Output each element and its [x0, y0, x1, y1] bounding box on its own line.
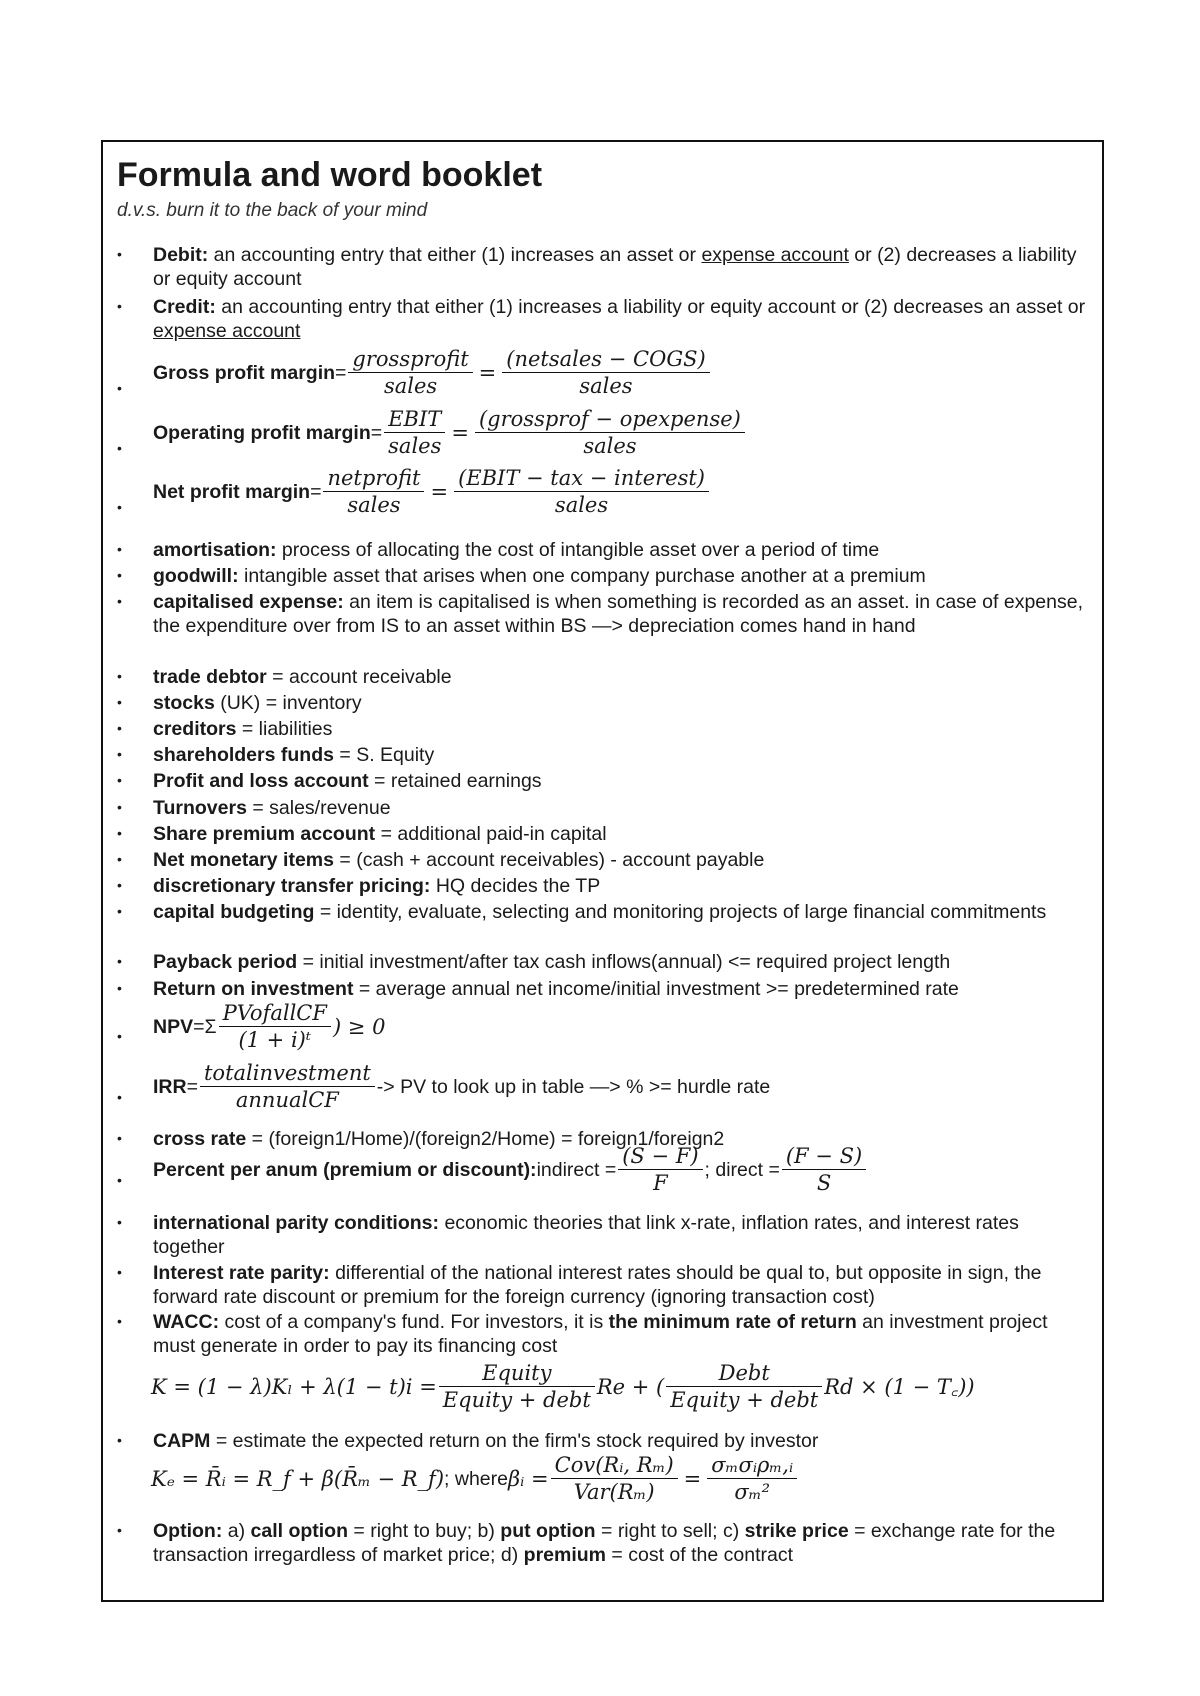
definition: = (cash + account receivables) - account payable: [333, 849, 765, 871]
list-item-creditors: [153, 717, 1088, 741]
bullet: •: [117, 499, 122, 515]
text: = right to sell; c): [595, 1520, 745, 1542]
denominator: (1 + i)ᵗ: [238, 1028, 312, 1052]
fraction: [475, 406, 745, 459]
numerator: σₘσᵢρₘ,ᵢ: [707, 1452, 797, 1479]
bullet: •: [117, 1214, 122, 1230]
bullet: •: [117, 440, 122, 456]
list-item-turnovers: [153, 796, 1088, 820]
denominator: Equity + debt: [670, 1388, 819, 1412]
term: capital budgeting: [153, 901, 315, 923]
list-item-stocks: [153, 691, 1088, 715]
numerator: EBIT: [384, 406, 445, 433]
term: Return on investment: [153, 978, 354, 1000]
list-item-debit: [153, 243, 1088, 291]
bullet: •: [117, 541, 122, 557]
list-item-trade-debtor: [153, 665, 1088, 689]
definition: or (2) decreases a liability or equity account: [153, 244, 1077, 290]
term: Percent per anum (premium or discount):: [153, 1158, 537, 1181]
fraction: [384, 406, 445, 459]
denominator: sales: [347, 493, 401, 517]
equals: =: [310, 480, 322, 503]
bullet: •: [117, 799, 122, 815]
fraction: [348, 346, 472, 399]
denominator: sales: [583, 434, 637, 458]
fraction: [666, 1360, 822, 1413]
definition: -> PV to look up in table —> % >= hurdle rate: [376, 1075, 771, 1098]
bullet: •: [117, 298, 122, 314]
fraction: [454, 465, 709, 518]
term: international parity conditions:: [153, 1212, 440, 1234]
bullet: •: [117, 825, 122, 841]
term: put option: [500, 1520, 596, 1542]
denominator: annualCF: [235, 1088, 339, 1112]
list-item-shareholders-funds: [153, 743, 1088, 767]
list-item-net-monetary-items: [153, 848, 1088, 872]
term: CAPM: [153, 1430, 211, 1452]
term: Interest rate parity:: [153, 1262, 330, 1284]
term: strike price: [744, 1520, 849, 1542]
list-item-goodwill: [153, 564, 1088, 588]
term: Option:: [153, 1520, 223, 1542]
term: NPV: [153, 1015, 194, 1038]
bullet: •: [117, 1130, 122, 1146]
list-item-capm: [153, 1429, 1088, 1453]
bullet: •: [117, 1432, 122, 1448]
definition: an item is capitalised is when something is recorded as an asset. in case of expense, the expenditure over from IS to an asset within BS —> depreciation comes hand in hand: [153, 591, 1083, 637]
term: trade debtor: [153, 666, 267, 688]
list-item-amortisation: [153, 538, 1088, 562]
definition: = S. Equity: [333, 744, 435, 766]
list-item-gross-profit-margin: Gross profit margin = $\frac{\text{grossprofit}}{\text{sales}}$ = $\frac{\text{(netsales − COGS)}}{\text{sales}}$: [153, 346, 1088, 399]
term: shareholders funds: [153, 744, 334, 766]
term: Operating profit margin: [153, 421, 371, 444]
denominator: Equity + debt: [442, 1388, 591, 1412]
bullet: •: [117, 877, 122, 893]
definition: cost of a company's fund. For investors, it is: [219, 1311, 609, 1333]
bullet: •: [117, 694, 122, 710]
definition: = average annual net income/initial investment >= predetermined rate: [353, 978, 959, 1000]
equals: =: [335, 361, 347, 384]
fraction: [618, 1143, 702, 1196]
definition: = sales/revenue: [246, 797, 391, 819]
fraction: [200, 1060, 375, 1113]
definition: = liabilities: [236, 718, 333, 740]
numerator: netprofit: [323, 465, 424, 492]
definition: = estimate the expected return on the firm's stock required by investor: [210, 1430, 819, 1452]
numerator: totalinvestment: [200, 1060, 375, 1087]
list-item-capital-budgeting: [153, 900, 1088, 924]
list-item-net-profit-margin: Net profit margin = $\frac{\text{netprofit}}{\text{sales}}$ = $\frac{\text{(EBIT − tax − interest)}}{\text{sales}}$: [153, 465, 1088, 518]
denominator: F: [653, 1171, 668, 1195]
definition: an investment project must generate in order to pay its financing cost: [153, 1311, 1048, 1357]
numerator: grossprofit: [348, 346, 472, 373]
list-item-interest-rate-parity: [153, 1261, 1088, 1309]
definition: (UK) = inventory: [214, 692, 362, 714]
sum-sign: =Σ: [193, 1015, 217, 1038]
bullet: •: [117, 567, 122, 583]
bullet: •: [117, 1264, 122, 1280]
term: Turnovers: [153, 797, 247, 819]
definition: differential of the national interest rates should be qual to, but opposite in sign, the forward rate discount or premium for the foreign currency (ignoring transaction cost): [153, 1262, 1042, 1308]
list-item-capitalised-expense: [153, 590, 1088, 638]
equals: =: [186, 1075, 198, 1098]
formula-left: K = (1 − λ)Kₗ + λ(1 − t)i =: [151, 1374, 437, 1399]
numerator: Equity: [439, 1360, 595, 1387]
term: discretionary transfer pricing:: [153, 875, 431, 897]
bullet: •: [117, 953, 122, 969]
definition: an accounting entry that either (1) increases an asset or: [208, 244, 702, 266]
numerator: (netsales − COGS): [502, 346, 709, 373]
definition: intangible asset that arises when one company purchase another at a premium: [238, 565, 926, 587]
bullet: •: [117, 980, 122, 996]
fraction: [439, 1360, 595, 1413]
bullet: •: [117, 1172, 122, 1188]
numerator: Cov(Rᵢ, Rₘ): [551, 1452, 678, 1479]
numerator: (S − F): [618, 1143, 702, 1170]
term: capitalised expense:: [153, 591, 344, 613]
fraction: [551, 1452, 678, 1505]
bullet: •: [117, 1313, 122, 1329]
list-item-percent-per-anum: [153, 1143, 1088, 1196]
page-subtitle: d.v.s. burn it to the back of your mind: [117, 200, 428, 221]
denominator: S: [816, 1171, 832, 1195]
term: IRR: [153, 1075, 187, 1098]
term: cross rate: [153, 1128, 247, 1150]
list-item-credit: [153, 295, 1088, 343]
emphasis: the minimum rate of return: [608, 1311, 857, 1333]
denominator: sales: [383, 374, 438, 398]
list-item-operating-profit-margin: Operating profit margin = $\frac{\text{EBIT}}{\text{sales}}$ = $\frac{\text{(grossprof − opexpense)}}{\text{sales}}$: [153, 406, 1088, 459]
fraction: [323, 465, 424, 518]
list-item-share-premium: [153, 822, 1088, 846]
bullet: •: [117, 720, 122, 736]
definition: = additional paid-in capital: [375, 823, 607, 845]
formula-end: Rd × (1 − T꜀)): [824, 1374, 975, 1399]
definition: = identity, evaluate, selecting and monitoring projects of large financial commitments: [314, 901, 1047, 923]
term: Payback period: [153, 951, 298, 973]
page-title: Formula and word booklet: [117, 156, 543, 194]
formula-middle: Re + (: [596, 1374, 665, 1399]
definition: process of allocating the cost of intangible asset over a period of time: [276, 539, 880, 561]
booklet-frame: [101, 140, 1104, 1602]
denominator: sales: [579, 374, 633, 398]
denominator: Var(Rₘ): [573, 1480, 655, 1504]
definition: an accounting entry that either (1) increases a liability or equity account or (2) decreases an asset or: [215, 296, 1086, 318]
formula-left: Kₑ = R̄ᵢ = R_f + β(R̄ₘ − R_f): [151, 1466, 445, 1491]
fraction: [782, 1143, 866, 1196]
term: call option: [250, 1520, 348, 1542]
numerator: (F − S): [782, 1143, 866, 1170]
bullet: •: [117, 246, 122, 262]
bullet: •: [117, 746, 122, 762]
equals: =: [370, 421, 383, 444]
term: amortisation:: [153, 539, 277, 561]
formula-beta: βᵢ =: [507, 1466, 549, 1491]
term: Net profit margin: [153, 480, 311, 503]
wacc-formula: [151, 1360, 1086, 1413]
term: WACC:: [153, 1311, 220, 1333]
term: Credit:: [153, 296, 216, 318]
label: ; direct =: [704, 1158, 780, 1181]
underlined-text: expense account: [153, 320, 301, 342]
bullet: •: [117, 903, 122, 919]
list-item-discretionary-transfer-pricing: [153, 874, 1088, 898]
definition: = (foreign1/Home)/(foreign2/Home) = foreign1/foreign2: [246, 1128, 725, 1150]
bullet: •: [117, 1089, 122, 1105]
list-item-international-parity: [153, 1211, 1088, 1259]
bullet: •: [117, 668, 122, 684]
fraction: [707, 1452, 797, 1505]
numerator: (grossprof − opexpense): [475, 406, 745, 433]
denominator: sales: [388, 434, 442, 458]
term: Net monetary items: [153, 849, 334, 871]
term: creditors: [153, 718, 237, 740]
list-item-payback-period: [153, 950, 1088, 974]
capm-formula: Kₑ = R̄ᵢ = R_f + β(R̄ₘ − R_f) ; where βᵢ = $\frac{\text{Cov(Rᵢ, Rₘ)}}{\text{Var(Rₘ)}}$ = $\frac{\text{σₘσᵢρₘ,ᵢ}}{\text{σₘ²}}$: [151, 1452, 1086, 1505]
bullet: •: [117, 772, 122, 788]
text: a): [222, 1520, 251, 1542]
definition: = initial investment/after tax cash inflows(annual) <= required project length: [297, 951, 951, 973]
bullet: •: [117, 1028, 122, 1044]
bullet: •: [117, 380, 122, 396]
term: Gross profit margin: [153, 361, 336, 384]
fraction: [219, 1000, 331, 1053]
term: premium: [523, 1544, 607, 1566]
bullet: •: [117, 1522, 122, 1538]
label: ; where: [444, 1467, 508, 1490]
label: indirect =: [536, 1158, 617, 1181]
denominator: σₘ²: [734, 1480, 771, 1504]
numerator: Debt: [666, 1360, 822, 1387]
numerator: PVofallCF: [219, 1000, 331, 1027]
term: Share premium account: [153, 823, 376, 845]
denominator: sales: [554, 493, 609, 517]
text: = right to buy; b): [348, 1520, 501, 1542]
term: Profit and loss account: [153, 770, 369, 792]
inequality: ) ≥ 0: [332, 1014, 386, 1039]
definition: HQ decides the TP: [430, 875, 601, 897]
list-item-option: [153, 1519, 1088, 1567]
list-item-irr: [153, 1060, 1088, 1113]
definition: economic theories that link x-rate, inflation rates, and interest rates together: [153, 1212, 1019, 1258]
fraction: [502, 346, 709, 399]
list-item-wacc: [153, 1310, 1088, 1358]
list-item-profit-and-loss: [153, 769, 1088, 793]
list-item-npv: [153, 1000, 1088, 1053]
term: Debit:: [153, 244, 209, 266]
term: goodwill:: [153, 565, 239, 587]
bullet: •: [117, 593, 122, 609]
text: = cost of the contract: [606, 1544, 793, 1566]
term: stocks: [153, 692, 215, 714]
underlined-text: expense account: [701, 244, 849, 266]
definition: = retained earnings: [368, 770, 542, 792]
text: = exchange rate for the transaction irregardless of market price; d): [153, 1520, 1056, 1566]
bullet: •: [117, 851, 122, 867]
numerator: (EBIT − tax − interest): [454, 465, 709, 492]
definition: = account receivable: [266, 666, 452, 688]
list-item-return-on-investment: [153, 977, 1088, 1001]
